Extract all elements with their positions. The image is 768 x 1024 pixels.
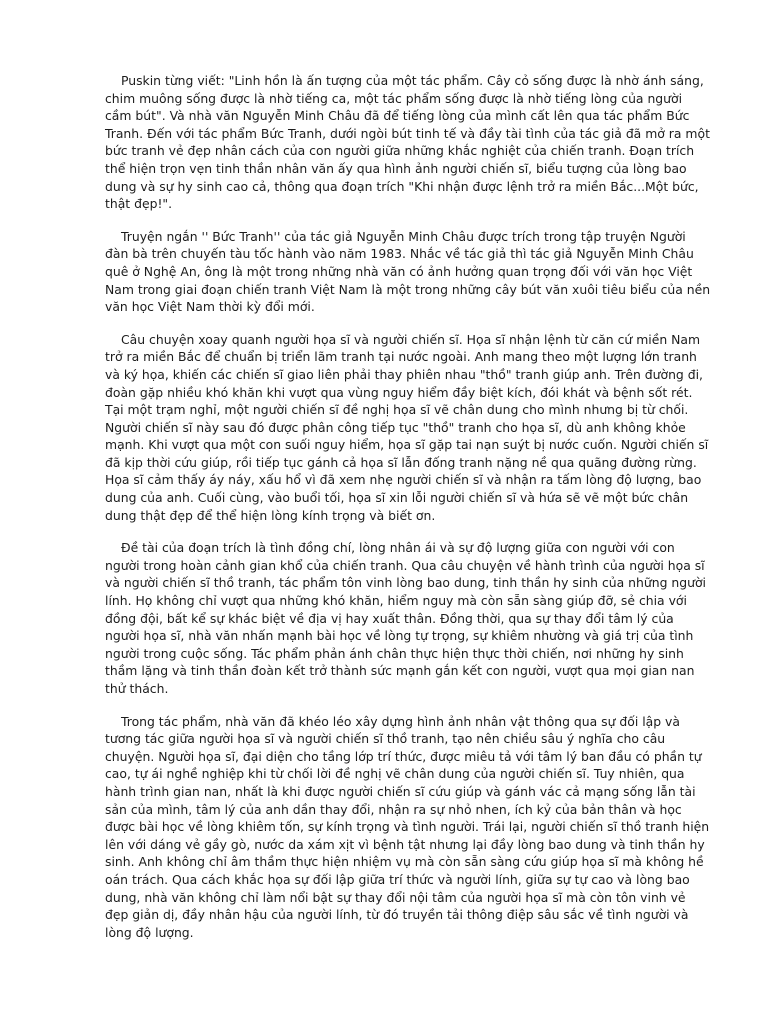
- paragraph-author: Truyện ngắn '' Bức Tranh'' của tác giả Nguyễn Minh Châu được trích trong tập truyện Người đàn bà trên chuyến tàu tốc hành vào năm 1983. Nhắc về tác giả thì tác giả Nguyễn Minh Châu quê ở Nghệ An, ông là một trong những nhà văn có ảnh hưởng quan trọng đối với văn học Việt Nam trong giai đoạn chiến tranh Việt Nam là một trong những cây bút văn xuôi tiêu biểu của nền văn học Việt Nam thời kỳ đổi mới.: [105, 228, 711, 315]
- paragraph-characters: Trong tác phẩm, nhà văn đã khéo léo xây dựng hình ảnh nhân vật thông qua sự đối lập và tương tác giữa người họa sĩ và người chiến sĩ thồ tranh, tạo nên chiều sâu ý nghĩa cho câu chuyện. Người họa sĩ, đại diện cho tầng lớp trí thức, được miêu tả với tâm lý ban đầu có phần tự cao, tự ái nghề nghiệp khi từ chối lời đề nghị vẽ chân dung của người chiến sĩ. Tuy nhiên, qua hành trình gian nan, nhất là khi được người chiến sĩ cứu giúp và gánh vác cả mạng sống lẫn tài sản của mình, tâm lý của anh dần thay đổi, nhận ra sự nhỏ nhen, ích kỷ của bản thân và học được bài học về lòng khiêm tốn, sự kính trọng và tình người. Trái lại, người chiến sĩ thồ tranh hiện lên với dáng vẻ gầy gò, nước da xám xịt vì bệnh tật nhưng lại đầy lòng bao dung và tinh thần hy sinh. Anh không chỉ âm thầm thực hiện nhiệm vụ mà còn sẵn sàng cứu giúp họa sĩ mà không hề oán trách. Qua cách khắc họa sự đối lập giữa trí thức và người lính, giữa sự tự cao và lòng bao dung, nhà văn không chỉ làm nổi bật sự thay đổi nội tâm của người họa sĩ mà còn tôn vinh vẻ đẹp giản dị, đầy nhân hậu của người lính, từ đó truyền tải thông điệp sâu sắc về tình người và lòng độ lượng.: [105, 713, 710, 940]
- paragraph-theme: Đề tài của đoạn trích là tình đồng chí, lòng nhân ái và sự độ lượng giữa con người với con người trong hoàn cảnh gian khổ của chiến tranh. Qua câu chuyện về hành trình của người họa sĩ và người chiến sĩ thồ tranh, tác phẩm tôn vinh lòng bao dung, tinh thần hy sinh của những người lính. Họ không chỉ vượt qua những khó khăn, hiểm nguy mà còn sẵn sàng giúp đỡ, sẻ chia với đồng đội, bất kể sự khác biệt về địa vị hay xuất thân. Đồng thời, qua sự thay đổi tâm lý của người họa sĩ, nhà văn nhấn mạnh bài học về lòng tự trọng, sự khiêm nhường và giá trị của tình người trong cuộc sống. Tác phẩm phản ánh chân thực hiện thực thời chiến, nơi những hy sinh thầm lặng và tinh thần đoàn kết trở thành sức mạnh gắn kết con người, vượt qua mọi gian nan thử thách.: [105, 540, 706, 696]
- paragraph-summary: Câu chuyện xoay quanh người họa sĩ và người chiến sĩ. Họa sĩ nhận lệnh từ căn cứ miền Nam trở ra miền Bắc để chuẩn bị triển lãm tranh tại nước ngoài. Anh mang theo một lượng lớn tranh và ký họa, khiến các chiến sĩ giao liên phải thay phiên nhau "thồ" tranh giúp anh. Trên đường đi, đoàn gặp nhiều khó khăn khi vượt qua vùng nguy hiểm đầy biệt kích, đói khát và bệnh sốt rét. Tại một trạm nghỉ, một người chiến sĩ đề nghị họa sĩ vẽ chân dung cho mình nhưng bị từ chối. Người chiến sĩ này sau đó được phân công tiếp tục "thồ" tranh cho họa sĩ, dù anh không khỏe mạnh. Khi vượt qua một con suối nguy hiểm, họa sĩ gặp tai nạn suýt bị nước cuốn. Người chiến sĩ đã kịp thời cứu giúp, rồi tiếp tục gánh cả họa sĩ lẫn đống tranh nặng nề qua quãng đường rừng. Họa sĩ cảm thấy áy náy, xấu hổ vì đã xem nhẹ người chiến sĩ và nhận ra tấm lòng độ lượng, bao dung của anh. Cuối cùng, vào buổi tối, họa sĩ xin lỗi người chiến sĩ và hứa sẽ vẽ một bức chân dung thật đẹp để thể hiện lòng kính trọng và biết ơn.: [105, 331, 709, 523]
- paragraph-intro: Puskin từng viết: "Linh hồn là ấn tượng của một tác phẩm. Cây cỏ sống được là nhờ ánh sáng, chim muông sống được là nhờ tiếng ca, một tác phẩm sống được là nhờ tiếng lòng của người cầm bút". Và nhà văn Nguyễn Minh Châu đã để tiếng lòng của mình cất lên qua tác phẩm Bức Tranh. Đến với tác phẩm Bức Tranh, dưới ngòi bút tinh tế và đầy tài tình của tác giả đã mở ra một bức tranh vẻ đẹp nhân cách của con người giữa những khắc nghiệt của chiến tranh. Đoạn trích thể hiện trọn vẹn tinh thần nhân văn ấy qua hình ảnh người chiến sĩ, biểu tượng của lòng bao dung và sự hy sinh cao cả, thông qua đoạn trích "Khi nhận được lệnh trở ra miền Bắc...Một bức, thật đẹp!".: [105, 73, 710, 212]
